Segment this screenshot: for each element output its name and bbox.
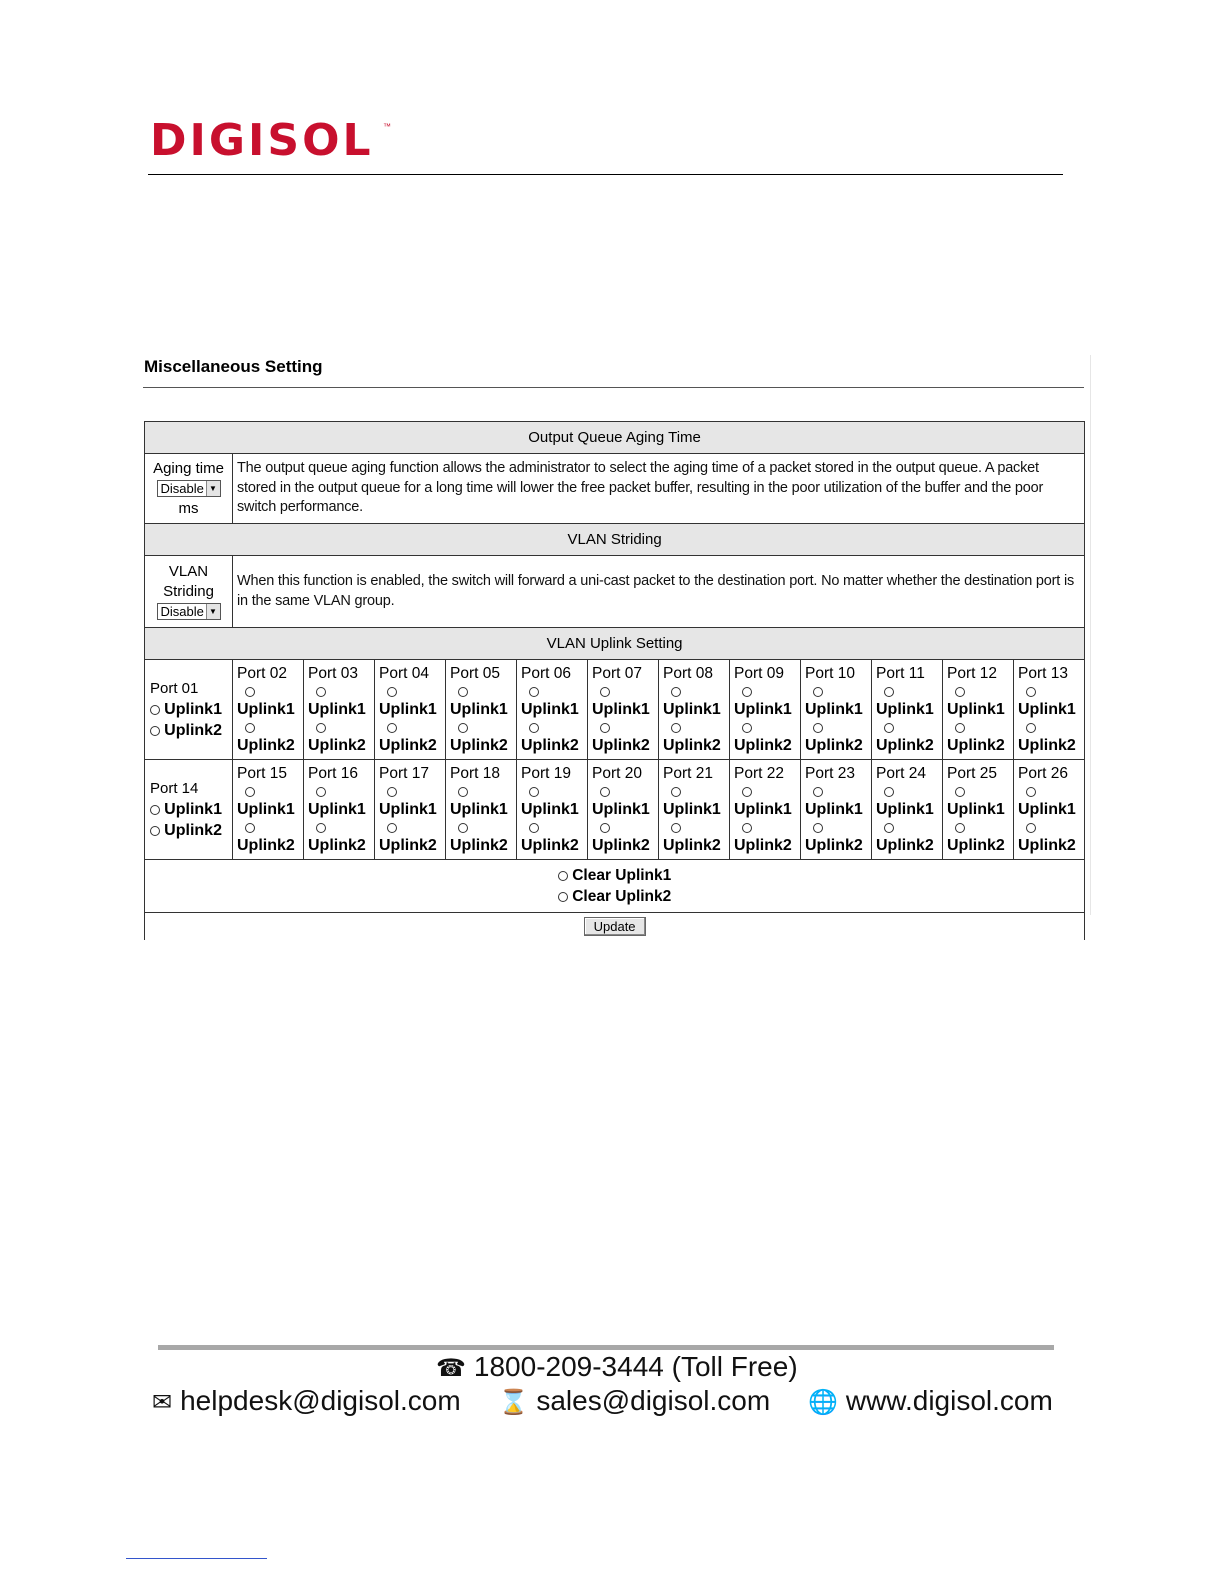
uplink1-label: Uplink1 [379, 801, 437, 818]
port-label: Port 24 [876, 765, 926, 782]
footer-divider [158, 1345, 1054, 1350]
uplink1-radio[interactable] [458, 787, 468, 797]
port-cell [730, 760, 801, 860]
uplink2-radio[interactable] [150, 826, 160, 836]
port-label: Port 08 [663, 665, 713, 682]
uplink2-option[interactable] [150, 820, 232, 841]
uplink2-radio[interactable] [813, 723, 823, 733]
uplink2-label: Uplink2 [592, 737, 650, 754]
trademark-mark: ™ [383, 122, 391, 131]
uplink1-label: Uplink1 [876, 701, 934, 718]
uplink1-radio[interactable] [955, 687, 965, 697]
uplink1-label: Uplink1 [1018, 701, 1076, 718]
port-cell [872, 760, 943, 860]
uplink1-label: Uplink1 [592, 701, 650, 718]
aging-time-cell [145, 454, 233, 524]
uplink-port-row-2 [145, 760, 1085, 860]
logo-wordmark: DIGISOL [150, 115, 374, 166]
uplink2-label: Uplink2 [521, 737, 579, 754]
uplink2-radio[interactable] [1026, 723, 1036, 733]
port-label: Port 10 [805, 665, 855, 682]
clear-uplink2-label: Clear Uplink2 [572, 888, 672, 905]
uplink2-radio[interactable] [1026, 823, 1036, 833]
website-address: www.digisol.com [845, 1385, 1053, 1416]
port-label: Port 19 [521, 765, 571, 782]
phone-icon: ☎ [436, 1355, 466, 1382]
uplink1-radio[interactable] [600, 787, 610, 797]
uplink2-radio[interactable] [813, 823, 823, 833]
uplink2-label: Uplink2 [947, 837, 1005, 854]
aging-description: The output queue aging function allows the administrator to select the aging time of a packet stored in the output queue. A packet stored in the output queue for a long time will lower the free packet buffer, resulting in the poor utilization of the buffer and the poor switch performance. [233, 454, 1085, 524]
uplink2-label: Uplink2 [734, 837, 792, 854]
port-cell [943, 660, 1014, 760]
uplink1-radio[interactable] [1026, 787, 1036, 797]
update-cell [145, 913, 1085, 941]
port-cell [1014, 760, 1085, 860]
clear-uplink-cell [145, 860, 1085, 913]
uplink2-label: Uplink2 [1018, 737, 1076, 754]
uplink2-radio[interactable] [458, 723, 468, 733]
port-cell [304, 660, 375, 760]
page-title: Miscellaneous Setting [144, 357, 323, 376]
uplink2-label: Uplink2 [308, 737, 366, 754]
uplink1-radio[interactable] [245, 787, 255, 797]
uplink1-radio[interactable] [150, 705, 160, 715]
port-cell [730, 660, 801, 760]
port-cell [659, 760, 730, 860]
uplink1-label: Uplink1 [164, 801, 222, 818]
aging-time-unit: ms [178, 499, 199, 517]
uplink1-label: Uplink1 [521, 701, 579, 718]
uplink1-label: Uplink1 [734, 801, 792, 818]
uplink1-radio[interactable] [387, 787, 397, 797]
vlan-striding-header: VLAN Striding [145, 524, 1085, 556]
uplink2-label: Uplink2 [164, 722, 222, 739]
uplink1-label: Uplink1 [805, 701, 863, 718]
port-cell [375, 760, 446, 860]
uplink1-label: Uplink1 [308, 701, 366, 718]
uplink2-label: Uplink2 [1018, 837, 1076, 854]
footer-website [808, 1385, 1053, 1416]
uplink2-label: Uplink2 [237, 737, 295, 754]
uplink-port-row-1 [145, 660, 1085, 760]
uplink1-option[interactable] [150, 699, 232, 720]
port-cell [1014, 660, 1085, 760]
uplink2-label: Uplink2 [663, 837, 721, 854]
port-cell [801, 760, 872, 860]
port-cell [233, 660, 304, 760]
port-cell [517, 760, 588, 860]
uplink1-label: Uplink1 [379, 701, 437, 718]
port-label: Port 07 [592, 665, 642, 682]
uplink1-label: Uplink1 [237, 801, 295, 818]
port-cell [233, 760, 304, 860]
footer-contacts [152, 1385, 1053, 1417]
port-cell [659, 660, 730, 760]
footer-sales [498, 1385, 770, 1416]
port-label: Port 13 [1018, 665, 1068, 682]
uplink2-radio[interactable] [316, 823, 326, 833]
uplink1-radio[interactable] [1026, 687, 1036, 697]
uplink2-radio[interactable] [742, 823, 752, 833]
port-label: Port 01 [150, 680, 199, 697]
vlan-striding-cell [145, 556, 233, 628]
uplink1-label: Uplink1 [805, 801, 863, 818]
port-label: Port 21 [663, 765, 713, 782]
clear-uplink1-option[interactable] [145, 865, 1084, 886]
port-label: Port 11 [876, 665, 925, 682]
misc-settings-table [144, 421, 1085, 940]
port-label: Port 12 [947, 665, 997, 682]
port-cell [801, 660, 872, 760]
uplink1-label: Uplink1 [876, 801, 934, 818]
uplink2-radio[interactable] [955, 723, 965, 733]
uplink1-radio[interactable] [458, 687, 468, 697]
uplink1-radio[interactable] [150, 805, 160, 815]
vlan-striding-value: Disable [160, 603, 204, 619]
uplink2-radio[interactable] [600, 823, 610, 833]
uplink2-radio[interactable] [245, 723, 255, 733]
uplink2-radio[interactable] [884, 823, 894, 833]
uplink2-label: Uplink2 [805, 737, 863, 754]
uplink2-label: Uplink2 [876, 837, 934, 854]
uplink1-label: Uplink1 [947, 801, 1005, 818]
vlan-striding-select[interactable] [157, 603, 221, 620]
clear-uplink2-radio[interactable] [558, 892, 568, 902]
uplink1-radio[interactable] [316, 787, 326, 797]
chevron-down-icon: ▼ [206, 481, 220, 496]
port-label: Port 14 [150, 780, 199, 797]
port-label: Port 04 [379, 665, 429, 682]
uplink2-radio[interactable] [387, 823, 397, 833]
email-address: helpdesk@digisol.com [180, 1385, 461, 1416]
port-cell [872, 660, 943, 760]
aging-time-value: Disable [160, 480, 204, 496]
uplink1-label: Uplink1 [164, 701, 222, 718]
uplink1-radio[interactable] [316, 687, 326, 697]
uplink2-label: Uplink2 [379, 837, 437, 854]
uplink1-radio[interactable] [813, 787, 823, 797]
uplink2-radio[interactable] [387, 723, 397, 733]
aging-time-select[interactable] [157, 480, 221, 497]
uplink2-radio[interactable] [884, 723, 894, 733]
panel-edge [1090, 355, 1091, 915]
uplink2-radio[interactable] [150, 726, 160, 736]
port-cell [588, 760, 659, 860]
port-label: Port 15 [237, 765, 287, 782]
uplink1-radio[interactable] [742, 687, 752, 697]
uplink2-label: Uplink2 [379, 737, 437, 754]
uplink2-label: Uplink2 [450, 837, 508, 854]
uplink1-radio[interactable] [884, 787, 894, 797]
port-label: Port 06 [521, 665, 571, 682]
uplink1-label: Uplink1 [947, 701, 1005, 718]
uplink2-radio[interactable] [742, 723, 752, 733]
uplink2-radio[interactable] [529, 823, 539, 833]
port-label: Port 25 [947, 765, 997, 782]
uplink1-radio[interactable] [813, 687, 823, 697]
port-label: Port 18 [450, 765, 500, 782]
port-cell [943, 760, 1014, 860]
chevron-down-icon: ▼ [206, 604, 220, 619]
mail-icon: ✉ [152, 1389, 173, 1416]
uplink2-label: Uplink2 [805, 837, 863, 854]
port-label: Port 02 [237, 665, 287, 682]
port-label: Port 03 [308, 665, 358, 682]
digisol-logo [150, 115, 395, 166]
uplink2-radio[interactable] [245, 823, 255, 833]
vlan-uplink-header: VLAN Uplink Setting [145, 628, 1085, 660]
uplink2-radio[interactable] [316, 723, 326, 733]
hourglass-icon: ⌛ [498, 1389, 529, 1416]
uplink2-label: Uplink2 [308, 837, 366, 854]
port-cell [517, 660, 588, 760]
uplink1-option[interactable] [150, 799, 232, 820]
header-divider [148, 174, 1063, 175]
port-label: Port 09 [734, 665, 784, 682]
uplink1-radio[interactable] [387, 687, 397, 697]
uplink1-radio[interactable] [529, 787, 539, 797]
uplink1-radio[interactable] [671, 787, 681, 797]
uplink2-radio[interactable] [955, 823, 965, 833]
vlan-striding-description: When this function is enabled, the switch will forward a uni-cast packet to the destination port. No matter whether the destination port is in the same VLAN group. [233, 556, 1085, 628]
port-cell [446, 760, 517, 860]
uplink2-label: Uplink2 [237, 837, 295, 854]
clear-uplink1-label: Clear Uplink1 [572, 867, 672, 884]
uplink1-label: Uplink1 [734, 701, 792, 718]
port-cell [375, 660, 446, 760]
uplink1-label: Uplink1 [1018, 801, 1076, 818]
uplink2-option[interactable] [150, 720, 232, 741]
sales-address: sales@digisol.com [536, 1385, 771, 1416]
uplink1-label: Uplink1 [663, 801, 721, 818]
uplink2-label: Uplink2 [450, 737, 508, 754]
uplink1-radio[interactable] [671, 687, 681, 697]
uplink1-label: Uplink1 [592, 801, 650, 818]
update-button[interactable]: Update [584, 917, 646, 936]
vlan-striding-label-2: Striding [163, 582, 214, 600]
uplink1-radio[interactable] [245, 687, 255, 697]
uplink1-label: Uplink1 [663, 701, 721, 718]
uplink2-label: Uplink2 [734, 737, 792, 754]
uplink1-radio[interactable] [955, 787, 965, 797]
uplink1-label: Uplink1 [237, 701, 295, 718]
clear-uplink2-option[interactable] [145, 886, 1084, 907]
output-queue-header: Output Queue Aging Time [145, 422, 1085, 454]
uplink1-label: Uplink1 [308, 801, 366, 818]
globe-icon: 🌐 [807, 1389, 838, 1416]
port-label: Port 05 [450, 665, 500, 682]
port-label: Port 22 [734, 765, 784, 782]
uplink1-radio[interactable] [529, 687, 539, 697]
uplink2-label: Uplink2 [521, 837, 579, 854]
uplink1-radio[interactable] [742, 787, 752, 797]
uplink1-label: Uplink1 [450, 801, 508, 818]
port-label: Port 20 [592, 765, 642, 782]
port-label: Port 26 [1018, 765, 1068, 782]
title-divider [143, 387, 1084, 388]
uplink1-radio[interactable] [884, 687, 894, 697]
uplink1-label: Uplink1 [450, 701, 508, 718]
port-cell [145, 760, 233, 860]
uplink2-radio[interactable] [671, 723, 681, 733]
port-label: Port 16 [308, 765, 358, 782]
uplink2-radio[interactable] [600, 723, 610, 733]
clear-uplink1-radio[interactable] [558, 871, 568, 881]
page-link-underline [126, 1558, 267, 1559]
uplink2-label: Uplink2 [164, 822, 222, 839]
uplink2-radio[interactable] [671, 823, 681, 833]
uplink1-label: Uplink1 [521, 801, 579, 818]
port-cell [304, 760, 375, 860]
uplink2-label: Uplink2 [663, 737, 721, 754]
aging-time-label: Aging time [153, 459, 224, 477]
port-label: Port 17 [379, 765, 429, 782]
vlan-striding-label-1: VLAN [168, 562, 209, 580]
uplink2-radio[interactable] [458, 823, 468, 833]
phone-number: 1800-209-3444 (Toll Free) [473, 1351, 798, 1382]
footer-phone [436, 1351, 798, 1383]
uplink2-label: Uplink2 [592, 837, 650, 854]
uplink2-label: Uplink2 [876, 737, 934, 754]
port-label: Port 23 [805, 765, 855, 782]
uplink2-radio[interactable] [529, 723, 539, 733]
port-cell [588, 660, 659, 760]
port-cell [446, 660, 517, 760]
port-cell [145, 660, 233, 760]
uplink1-radio[interactable] [600, 687, 610, 697]
footer-email [152, 1385, 461, 1416]
uplink2-label: Uplink2 [947, 737, 1005, 754]
